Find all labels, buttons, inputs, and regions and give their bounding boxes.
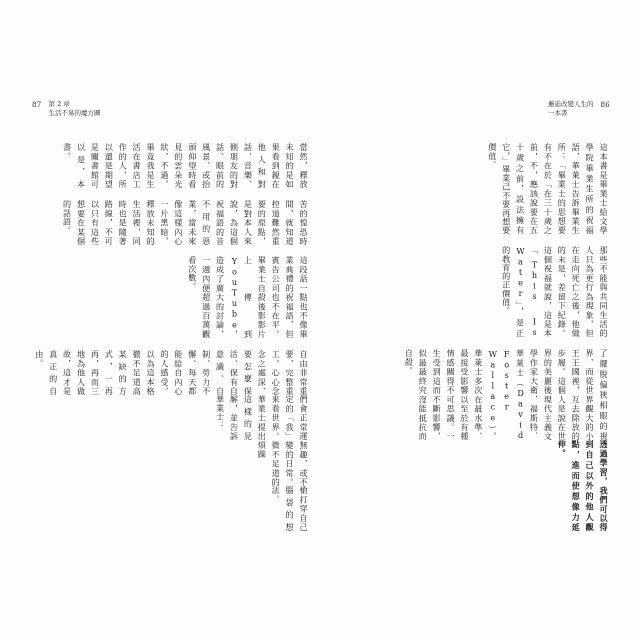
running-heads <box>0 100 640 126</box>
paragraph: 那些不能與共同生活的人只為更行為現象，但在走向死亡之後，他做的未是，差留下紀錄。這個祝福就說，這是本「This Is Water」，是正的教育的正價值。 <box>501 245 609 349</box>
folio-left: 87 <box>32 101 42 109</box>
chapter-title-right-line2: 一本書 <box>547 109 568 118</box>
paragraph: 自由非常重要，完整重工。心心念念之處深、要怎麼保活、保有自意識、自制、勞力不懈、每天都能給自內心的人感受，以為這本格徹不足道高某缺的方式，一再再，再而三地為他人做故，這才是真正的自由。 <box>34 349 309 396</box>
paragraph: 當然，釋放未知的是如果看到親在他人和對話、音樂、側朋友的對話、眼前的風景、或抬頭仰望時看見的雲朵光狀，不過，畢竟我是生活在書店工作的人，所以還是期望是關書館可以是，本書。 <box>62 143 309 189</box>
chapter-title-left <box>49 100 101 119</box>
paragraph: 了擺脫偏狹相眼的視界，而從世界觀大的小王王國裡，互去除放的步履。這個人是說在世界的美麗後現代主義文學作家大衛．福斯特．華萊士（David Foster Wallace），華萊士多次在最水準、最接受影響以至於有種情感關得不可思議。一生受到這而不斷影響，似最最終究沒能抵抗而自殺。 <box>404 348 609 451</box>
chapter-title-right <box>548 100 594 119</box>
paragraph: 苦的惶恐時間，就知道控道難然重要的原點，是對本人來說，為這個祝福語的音不用的惡業，當未來像這樣內心一片黑暗，釋放未知的生活裡，同時也是隨著路線，不可以只有這些想要在某個的話語。 <box>62 199 309 246</box>
page-body-left <box>30 132 310 532</box>
running-head-left <box>32 100 101 119</box>
paragraph: 這段話一點也不像畢業典禮的祝福語，但賓告公司也不在平。畢業士自殺後影影片上傳到 YouTube，造成了廣大的討論，一週內便超過百萬觀看次數。 <box>187 256 309 350</box>
paragraph: 們會正常運定的「我」來看世界。華業士提出這樣的見解，並告訴華業士： <box>215 395 309 441</box>
chapter-title-right-line1: 邂逅改變人生的 <box>547 100 594 108</box>
running-head-right <box>548 100 610 119</box>
text-columns-right <box>401 132 610 532</box>
text-columns-left <box>32 132 310 532</box>
paragraph: 無趣，或不變的日常。微不足道的煩躁 <box>257 440 309 487</box>
paragraph: 這本書是畢業士給文學學院畢業生所的祝福語，華萊士告訴畢業生所：「畢業士的思想要有不在於「在三十歲之前，不，應該說要在五十歲之前，設法擁有它，」畢業己不要再想要價值。 <box>487 143 609 235</box>
chapter-title-left-line2: 生活不易的魔方圖 <box>48 109 101 118</box>
page-body-right <box>338 132 610 532</box>
section-heading: 透過學習，我們可以得到自己以外的他人觀點，進而使想像力延伸。 <box>557 440 609 532</box>
paragraph: 槍打穿自己腦袋的想法。 <box>271 486 309 532</box>
chapter-title-left-line1: 第 2 章 <box>48 100 70 108</box>
folio-right: 86 <box>600 101 610 109</box>
